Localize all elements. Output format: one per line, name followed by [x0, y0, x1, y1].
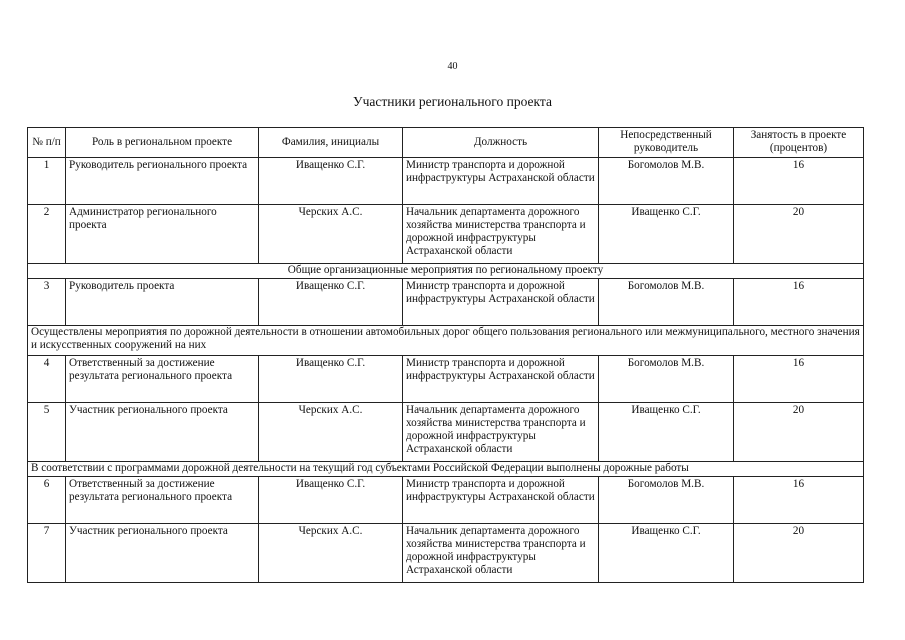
- section-row: [28, 263, 864, 278]
- table-header-row: [28, 128, 864, 158]
- row-supervisor: Богомолов М.В.: [599, 355, 734, 402]
- table-row: [28, 523, 864, 582]
- header-num: № п/п: [28, 128, 66, 158]
- row-name: Иващенко С.Г.: [259, 278, 403, 325]
- section-row: [28, 461, 864, 476]
- row-role: Ответственный за достижение результата регионального проекта: [66, 476, 259, 523]
- row-name: Иващенко С.Г.: [259, 476, 403, 523]
- section-title: Общие организационные мероприятия по региональному проекту: [28, 263, 864, 278]
- row-position: Министр транспорта и дорожной инфраструктуры Астраханской области: [403, 476, 599, 523]
- row-load: 20: [734, 204, 864, 263]
- header-role: Роль в региональном проекте: [66, 128, 259, 158]
- row-role: Руководитель проекта: [66, 278, 259, 325]
- row-num: 3: [28, 278, 66, 325]
- row-supervisor: Богомолов М.В.: [599, 476, 734, 523]
- row-load: 16: [734, 355, 864, 402]
- row-name: Черских А.С.: [259, 402, 403, 461]
- row-role: Участник регионального проекта: [66, 523, 259, 582]
- header-load: Занятость в проекте (процентов): [734, 128, 864, 158]
- row-role: Ответственный за достижение результата регионального проекта: [66, 355, 259, 402]
- row-role: Участник регионального проекта: [66, 402, 259, 461]
- document-title: Участники регионального проекта: [353, 94, 552, 109]
- row-supervisor: Богомолов М.В.: [599, 278, 734, 325]
- row-load: 16: [734, 476, 864, 523]
- row-num: 5: [28, 402, 66, 461]
- header-position: Должность: [403, 128, 599, 158]
- table-row: [28, 355, 864, 402]
- table-row: [28, 476, 864, 523]
- row-num: 1: [28, 157, 66, 204]
- row-name: Черских А.С.: [259, 523, 403, 582]
- row-role: Администратор регионального проекта: [66, 204, 259, 263]
- row-supervisor: Богомолов М.В.: [599, 157, 734, 204]
- row-name: Черских А.С.: [259, 204, 403, 263]
- header-supervisor: Непосредственный руководитель: [599, 128, 734, 158]
- row-num: 2: [28, 204, 66, 263]
- table-row: [28, 204, 864, 263]
- section-title: В соответствии с программами дорожной деятельности на текущий год субъектами Российской Федерации выполнены дорожные работы: [28, 461, 864, 476]
- row-load: 16: [734, 157, 864, 204]
- section-title: Осуществлены мероприятия по дорожной деятельности в отношении автомобильных дорог общего пользования регионального или межмуниципального, местного значения и искусственных сооружений на них: [28, 325, 864, 355]
- page-number: 40: [447, 61, 458, 72]
- row-name: Иващенко С.Г.: [259, 355, 403, 402]
- row-name: Иващенко С.Г.: [259, 157, 403, 204]
- row-num: 6: [28, 476, 66, 523]
- row-load: 20: [734, 523, 864, 582]
- row-position: Начальник департамента дорожного хозяйства министерства транспорта и дорожной инфраструктуры Астраханской области: [403, 402, 599, 461]
- row-role: Руководитель регионального проекта: [66, 157, 259, 204]
- table-row: [28, 402, 864, 461]
- row-supervisor: Иващенко С.Г.: [599, 523, 734, 582]
- row-load: 16: [734, 278, 864, 325]
- row-position: Министр транспорта и дорожной инфраструктуры Астраханской области: [403, 278, 599, 325]
- row-load: 20: [734, 402, 864, 461]
- row-num: 4: [28, 355, 66, 402]
- row-num: 7: [28, 523, 66, 582]
- row-supervisor: Иващенко С.Г.: [599, 402, 734, 461]
- row-position: Начальник департамента дорожного хозяйства министерства транспорта и дорожной инфраструктуры Астраханской области: [403, 204, 599, 263]
- row-position: Министр транспорта и дорожной инфраструктуры Астраханской области: [403, 157, 599, 204]
- table-row: [28, 157, 864, 204]
- row-position: Министр транспорта и дорожной инфраструктуры Астраханской области: [403, 355, 599, 402]
- header-name: Фамилия, инициалы: [259, 128, 403, 158]
- participants-table: [27, 127, 864, 583]
- row-supervisor: Иващенко С.Г.: [599, 204, 734, 263]
- row-position: Начальник департамента дорожного хозяйства министерства транспорта и дорожной инфраструктуры Астраханской области: [403, 523, 599, 582]
- table-row: [28, 278, 864, 325]
- section-row: [28, 325, 864, 355]
